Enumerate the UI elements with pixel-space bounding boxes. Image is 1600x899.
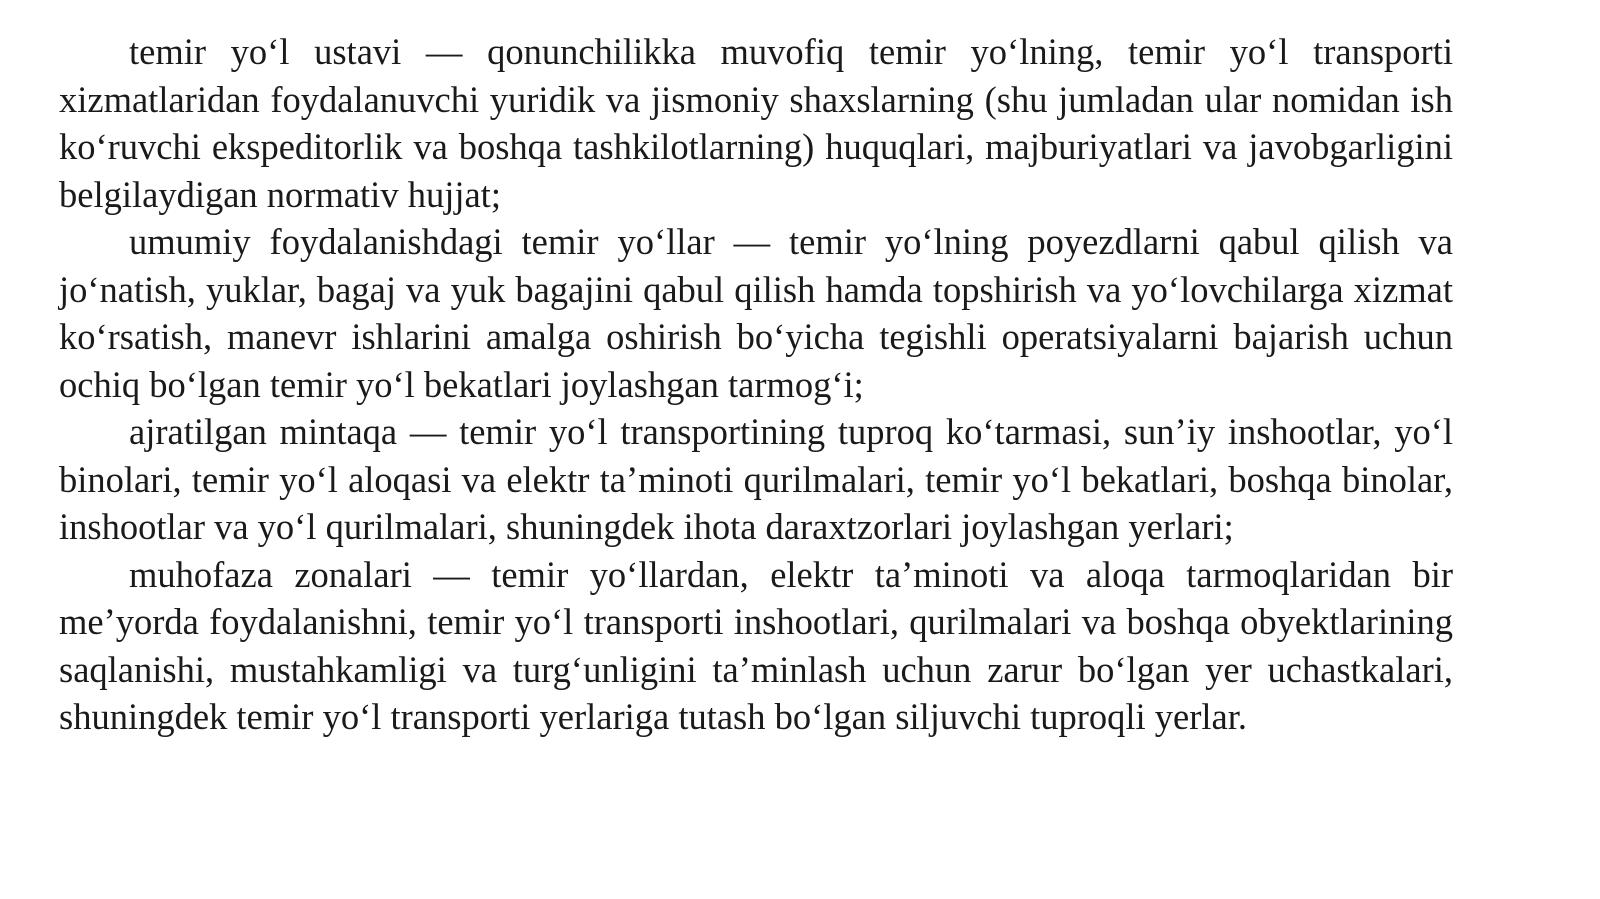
paragraph-railway-charter: temir yo‘l ustavi — qonunchilikka muvofiq temir yo‘lning, temir yo‘l transporti xizmatlaridan foydalanuvchi yuridik va jismoniy shaxslarning (shu jumladan ular nomidan ish ko‘ruvchi ekspeditorlik va boshqa tashkilotlarning) huquqlari, majburiyatlari va javobgarligini belgilaydigan normativ hujjat; xyxy=(59,31,1453,215)
paragraph-allocated-zone: ajratilgan mintaqa — temir yo‘l transportining tuproq ko‘tarmasi, sun’iy inshootlar, yo‘l binolari, temir yo‘l aloqasi va elektr ta’minoti qurilmalari, temir yo‘l bekatlari, boshqa binolar, inshootlar va yo‘l qurilmalari, shuningdek ihota daraxtzorlari joylashgan yerlari; xyxy=(59,411,1453,547)
paragraph-protection-zones: muhofaza zonalari — temir yo‘llardan, elektr ta’minoti va aloqa tarmoqlaridan bir me’yorda foydalanishni, temir yo‘l transporti inshootlari, qurilmalari va boshqa obyektlarining saqlanishi, mustahkamligi va turg‘unligini ta’minlash uchun zarur bo‘lgan yer uchastkalari, shuningdek temir yo‘l transporti yerlariga tutash bo‘lgan siljuvchi tuproqli yerlar. xyxy=(59,553,1453,737)
paragraph-public-railways: umumiy foydalanishdagi temir yo‘llar — temir yo‘lning poyezdlarni qabul qilish va jo‘natish, yuklar, bagaj va yuk bagajini qabul qilish hamda topshirish va yo‘lovchilarga xizmat ko‘rsatish, manevr ishlarini amalga oshirish bo‘yicha tegishli operatsiyalarni bajarish uchun ochiq bo‘lgan temir yo‘l bekatlari joylashgan tarmog‘i; xyxy=(59,221,1453,405)
